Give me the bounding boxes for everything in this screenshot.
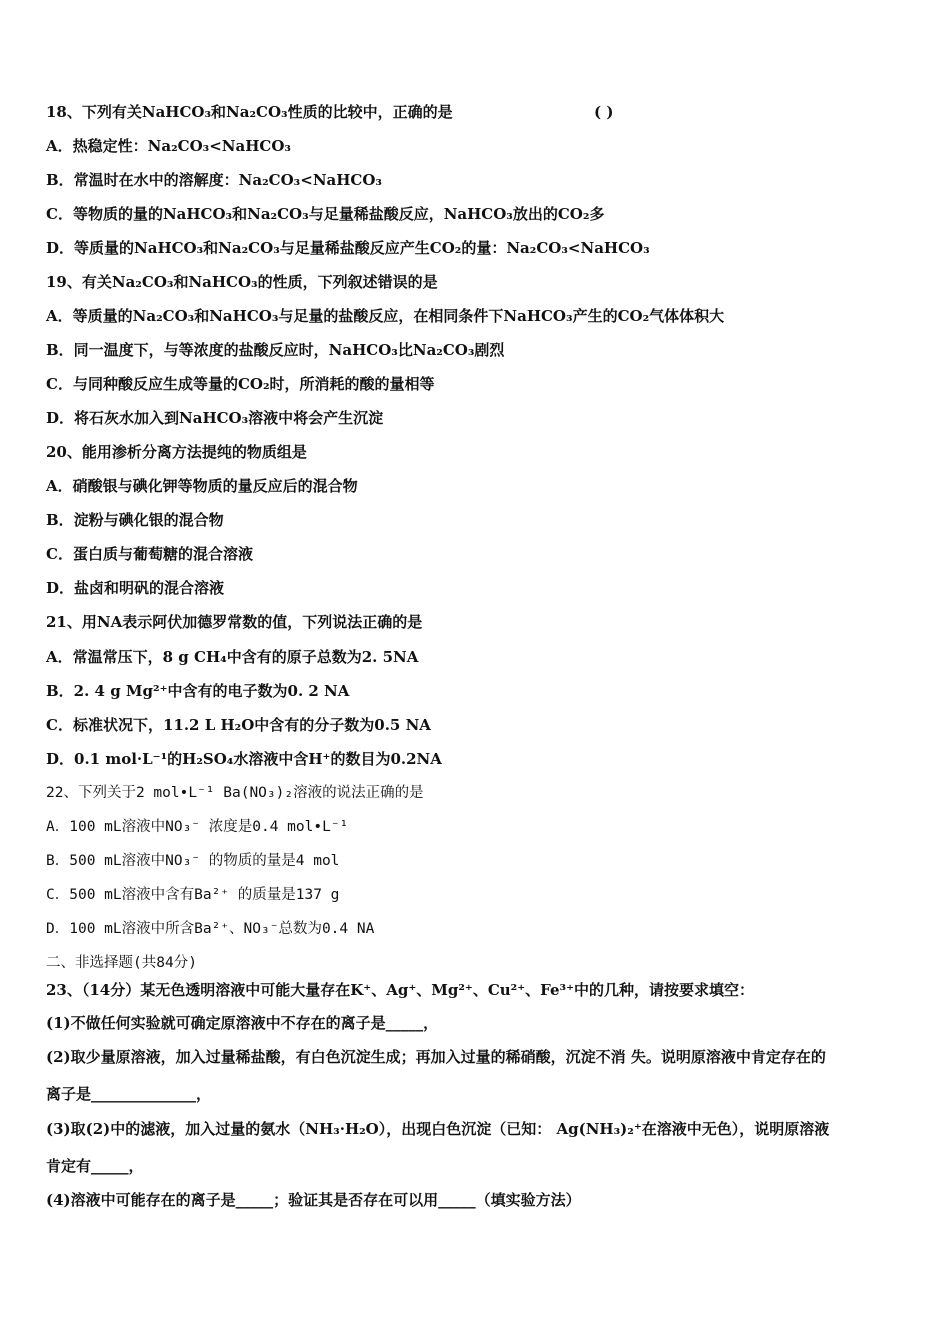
q19-stem: 19、有关Na₂CO₃和NaHCO₃的性质，下列叙述错误的是 — [46, 273, 438, 291]
q20-option-d: D．盐卤和明矾的混合溶液 — [46, 579, 225, 597]
answer-paren: ( ) — [594, 103, 614, 121]
q23-part-3: (3)取(2)中的滤液，加入过量的氨水（NH₃·H₂O），出现白色沉淀（已知： Ag(NH₃)₂⁺在溶液中无色），说明原溶液 — [46, 1120, 830, 1138]
q22-option-b: B．500 mL溶液中NO₃⁻ 的物质的量是4 mol — [46, 853, 340, 869]
q19-option-d: D．将石灰水加入到NaHCO₃溶液中将会产生沉淀 — [46, 409, 384, 427]
q23-part-3-cont: 肯定有_____， — [46, 1157, 144, 1175]
q21-option-c: C．标准状况下，11.2 L H₂O中含有的分子数为0.5 NA — [46, 716, 431, 734]
q22-stem: 22、下列关于2 mol•L⁻¹ Ba(NO₃)₂溶液的说法正确的是 — [46, 785, 424, 801]
q19-option-b: B．同一温度下，与等浓度的盐酸反应时，NaHCO₃比Na₂CO₃剧烈 — [46, 341, 505, 359]
q18-option-d: D．等质量的NaHCO₃和Na₂CO₃与足量稀盐酸反应产生CO₂的量：Na₂CO₃<NaHCO₃ — [46, 239, 650, 257]
q21-stem: 21、用NA表示阿伏加德罗常数的值，下列说法正确的是 — [46, 613, 423, 631]
q20-option-c: C．蛋白质与葡萄糖的混合溶液 — [46, 545, 253, 563]
q23-part-4: (4)溶液中可能存在的离子是_____；验证其是否存在可以用_____（填实验方法） — [46, 1191, 581, 1209]
q18-option-c: C．等物质的量的NaHCO₃和Na₂CO₃与足量稀盐酸反应，NaHCO₃放出的CO₂多 — [46, 205, 605, 223]
q19-option-a: A．等质量的Na₂CO₃和NaHCO₃与足量的盐酸反应，在相同条件下NaHCO₃产生的CO₂气体体积大 — [46, 307, 725, 325]
q19-option-c: C．与同种酸反应生成等量的CO₂时，所消耗的酸的量相等 — [46, 375, 435, 393]
q23-part-2-cont: 离子是______________， — [46, 1085, 212, 1103]
q23-stem: 23、（14分）某无色透明溶液中可能大量存在K⁺、Ag⁺、Mg²⁺、Cu²⁺、Fe³⁺中的几种，请按要求填空： — [46, 981, 755, 999]
q22-option-c: C．500 mL溶液中含有Ba²⁺ 的质量是137 g — [46, 887, 340, 903]
q23-part-2: (2)取少量原溶液，加入过量稀盐酸，有白色沉淀生成；再加入过量的稀硝酸，沉淀不消 失。说明原溶液中肯定存在的 — [46, 1048, 826, 1066]
q20-option-b: B．淀粉与碘化银的混合物 — [46, 511, 224, 529]
q20-option-a: A．硝酸银与碘化钾等物质的量反应后的混合物 — [46, 477, 358, 495]
q22-option-d: D．100 mL溶液中所含Ba²⁺、NO₃⁻总数为0.4 NA — [46, 921, 375, 937]
q21-option-d: D．0.1 mol·L⁻¹的H₂SO₄水溶液中含H⁺的数目为0.2NA — [46, 750, 442, 768]
q21-option-b: B．2. 4 g Mg²⁺中含有的电子数为0. 2 NA — [46, 682, 350, 700]
q21-option-a: A．常温常压下，8 g CH₄中含有的原子总数为2. 5NA — [46, 648, 419, 666]
q18-option-a: A．热稳定性：Na₂CO₃<NaHCO₃ — [46, 137, 291, 155]
q20-stem: 20、能用渗析分离方法提纯的物质组是 — [46, 443, 307, 461]
q18-stem: 18、下列有关NaHCO₃和Na₂CO₃性质的比较中，正确的是 ( ) — [46, 103, 614, 121]
q23-part-1: (1)不做任何实验就可确定原溶液中不存在的离子是_____， — [46, 1014, 439, 1032]
q22-option-a: A．100 mL溶液中NO₃⁻ 浓度是0.4 mol•L⁻¹ — [46, 819, 349, 835]
q18-option-b: B．常温时在水中的溶解度：Na₂CO₃<NaHCO₃ — [46, 171, 382, 189]
section-heading: 二、非选择题(共84分) — [46, 955, 197, 971]
